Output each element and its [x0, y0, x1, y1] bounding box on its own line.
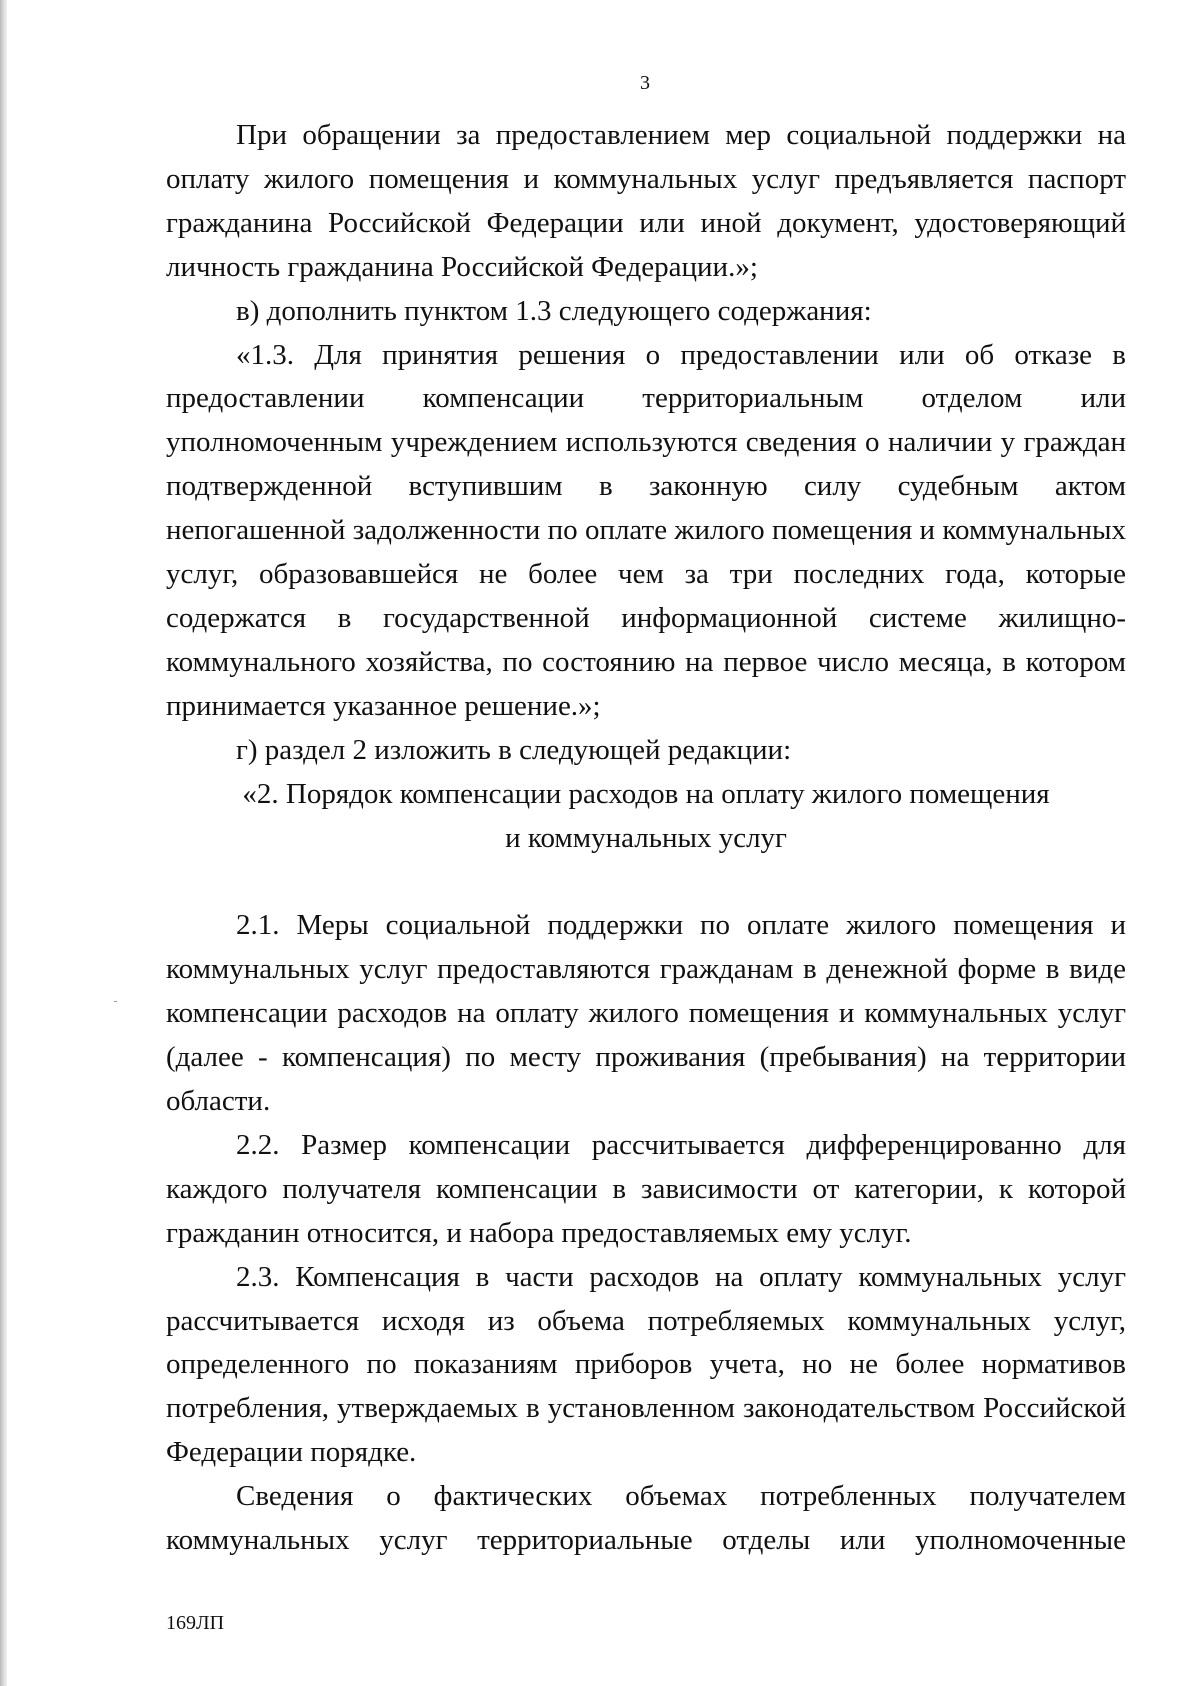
paragraph-consumption-data: Сведения о фактических объемах потребленных получателем коммунальных услуг территориальные отделы или уполномоченные [166, 1480, 1126, 1557]
paragraph-clause-1-3: «1.3. Для принятия решения о предоставлении или об отказе в предоставлении компенсации территориальным отделом или уполномоченным учреждением используются сведения о наличии у граждан подтвержденной вступившим в законную силу судебным актом непогашенной задолженности по оплате жилого помещения и коммунальных услуг, образовавшейся не более чем за три последних года, которые содержатся в государственной информационной системе жилищно-коммунального хозяйства, по состоянию на первое число месяца, в котором принимается указанное решение.»; [166, 338, 1126, 722]
section-heading-line-2: и коммунальных услуг [505, 821, 787, 854]
document-body [166, 114, 1126, 1563]
scan-edge-shading [0, 0, 7, 1686]
paragraph-clause-2-1: 2.1. Меры социальной поддержки по оплате жилого помещения и коммунальных услуг предоставляются гражданам в денежной форме в виде компенсации расходов на оплату жилого помещения и коммунальных услуг (далее - компенсация) по месту проживания (пребывания) на территории области. [166, 909, 1126, 1118]
paragraph-amendment-g: г) раздел 2 изложить в следующей редакции: [236, 733, 792, 766]
scan-artifact-mark [114, 1001, 117, 1002]
heading-spacer [166, 860, 1126, 904]
paragraph-clause-2-2: 2.2. Размер компенсации рассчитывается дифференцированно для каждого получателя компенсации в зависимости от категории, к которой гражданин относится, и набора предоставляемых ему услуг. [166, 1128, 1126, 1249]
document-code: 169ЛП [166, 1612, 225, 1634]
paragraph-amendment-v: в) дополнить пунктом 1.3 следующего содержания: [236, 294, 872, 327]
section-heading-line-1: «2. Порядок компенсации расходов на оплату жилого помещения [242, 777, 1050, 810]
paragraph-clause-2-3: 2.3. Компенсация в части расходов на оплату коммунальных услуг рассчитывается исходя из объема потребляемых коммунальных услуг, определенного по показаниям приборов учета, но не более нормативов потребления, утверждаемых в установленном законодательством Российской Федерации порядке. [166, 1260, 1126, 1469]
paragraph-passport: При обращении за предоставлением мер социальной поддержки на оплату жилого помещения и коммунальных услуг предъявляется паспорт гражданина Российской Федерации или иной документ, удостоверяющий личность гражданина Российской Федерации.»; [166, 119, 1126, 283]
page-number: 3 [640, 72, 650, 94]
